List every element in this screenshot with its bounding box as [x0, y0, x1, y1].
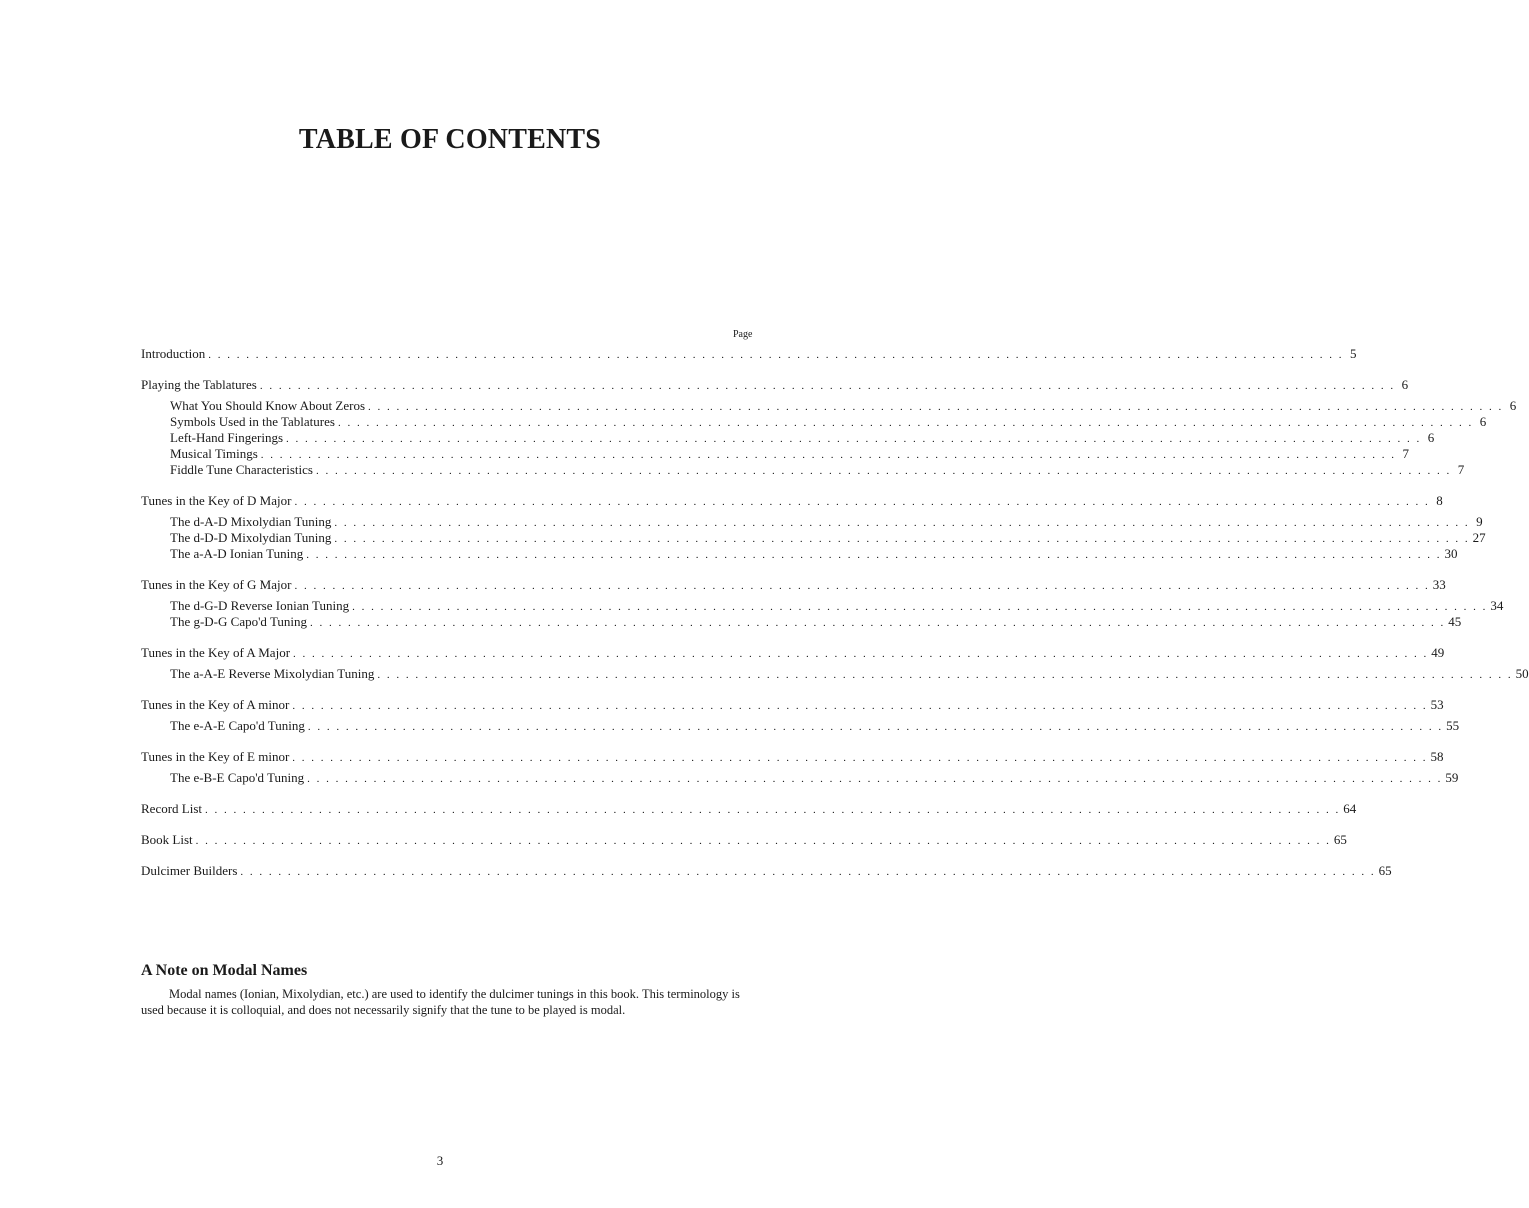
toc-section	[141, 801, 1357, 817]
dot-leader: . . . . . . . . . . . . . . . . . . . . . . . . . . . . . . . . . . . . . . . . . . . . . . . . . . . . . . . . . . . . . . . . . . . . . . . . . . . . . . . . . . . . . . . . . . . . . . . . . . . . . . . . . . . . . . . . . . . . . . . .	[307, 721, 1444, 733]
dot-leader: . . . . . . . . . . . . . . . . . . . . . . . . . . . . . . . . . . . . . . . . . . . . . . . . . . . . . . . . . . . . . . . . . . . . . . . . . . . . . . . . . . . . . . . . . . . . . . . . . . . . . . . . . . . . . . . . . . . . . . . .	[294, 496, 1430, 508]
toc-entry-page: 9	[1476, 514, 1483, 529]
toc-entry	[141, 863, 1392, 879]
toc-entry-page: 6	[1509, 398, 1517, 413]
toc-entry-label: Tunes in the Key of D Major	[141, 493, 292, 508]
toc-entry	[141, 832, 1347, 848]
dot-leader: . . . . . . . . . . . . . . . . . . . . . . . . . . . . . . . . . . . . . . . . . . . . . . . . . . . . . . . . . . . . . . . . . . . . . . . . . . . . . . . . . . . . . . . . . . . . . . . . . . . . . . . . . . . . . . . . . . . . . . . .	[292, 700, 1428, 712]
toc-entry-page: 8	[1436, 493, 1443, 508]
toc-subentry	[141, 614, 1462, 630]
toc-entry-label: Fiddle Tune Characteristics	[170, 462, 313, 477]
dot-leader: . . . . . . . . . . . . . . . . . . . . . . . . . . . . . . . . . . . . . . . . . . . . . . . . . . . . . . . . . . . . . . . . . . . . . . . . . . . . . . . . . . . . . . . . . . . . . . . . . . . . . . . . . . . . . . . . . . . . . . . .	[334, 533, 1470, 545]
toc-entry-page: 45	[1448, 614, 1462, 629]
toc-subentry	[141, 462, 1465, 478]
toc-section	[141, 697, 1460, 734]
toc-entry-label: Playing the Tablatures	[141, 377, 257, 392]
toc-entry	[141, 645, 1445, 661]
dot-leader: . . . . . . . . . . . . . . . . . . . . . . . . . . . . . . . . . . . . . . . . . . . . . . . . . . . . . . . . . . . . . . . . . . . . . . . . . . . . . . . . . . . . . . . . . . . . . . . . . . . . . . . . . . . . . . . . . . . . . . . .	[240, 866, 1376, 878]
toc-entry	[141, 697, 1444, 713]
toc-section	[141, 749, 1459, 786]
dot-leader: . . . . . . . . . . . . . . . . . . . . . . . . . . . . . . . . . . . . . . . . . . . . . . . . . . . . . . . . . . . . . . . . . . . . . . . . . . . . . . . . . . . . . . . . . . . . . . . . . . . . . . . . . . . . . . . . . . . . . . . .	[307, 773, 1443, 785]
toc-entry-page: 64	[1343, 801, 1357, 816]
dot-leader: . . . . . . . . . . . . . . . . . . . . . . . . . . . . . . . . . . . . . . . . . . . . . . . . . . . . . . . . . . . . . . . . . . . . . . . . . . . . . . . . . . . . . . . . . . . . . . . . . . . . . . . . . . . . . . . . . . . . . . . .	[316, 465, 1452, 477]
toc-subentry	[141, 398, 1517, 414]
toc-entry-label: Introduction	[141, 346, 206, 361]
toc-entry	[141, 346, 1357, 362]
toc-entry-label: Tunes in the Key of A Major	[141, 645, 291, 660]
page-column-header: Page	[733, 329, 753, 340]
dot-leader: . . . . . . . . . . . . . . . . . . . . . . . . . . . . . . . . . . . . . . . . . . . . . . . . . . . . . . . . . . . . . . . . . . . . . . . . . . . . . . . . . . . . . . . . . . . . . . . . . . . . . . . . . . . . . . . . . . . . . . . .	[310, 617, 1446, 629]
toc-section	[141, 493, 1486, 562]
table-of-contents	[141, 346, 1529, 894]
toc-entry-label: The e-B-E Capo'd Tuning	[170, 770, 305, 785]
toc-entry-label: Left-Hand Fingerings	[170, 430, 284, 445]
toc-entry-label: Musical Timings	[170, 446, 258, 461]
note-body: Modal names (Ionian, Mixolydian, etc.) are used to identify the dulcimer tunings in this book. This terminology is used because it is colloquial, and does not necessarily signify that the tune to be played is modal.	[141, 987, 740, 1017]
toc-subentry	[141, 430, 1435, 446]
dot-leader: . . . . . . . . . . . . . . . . . . . . . . . . . . . . . . . . . . . . . . . . . . . . . . . . . . . . . . . . . . . . . . . . . . . . . . . . . . . . . . . . . . . . . . . . . . . . . . . . . . . . . . . . . . . . . . . . . . . . . . . .	[260, 449, 1397, 461]
toc-entry-label: Tunes in the Key of G Major	[141, 577, 292, 592]
dot-leader: . . . . . . . . . . . . . . . . . . . . . . . . . . . . . . . . . . . . . . . . . . . . . . . . . . . . . . . . . . . . . . . . . . . . . . . . . . . . . . . . . . . . . . . . . . . . . . . . . . . . . . . . . . . . . . . . . . . . . . . .	[205, 804, 1341, 816]
toc-entry-label: Record List	[141, 801, 203, 816]
toc-subentry	[141, 718, 1460, 734]
toc-section	[141, 645, 1529, 682]
dot-leader: . . . . . . . . . . . . . . . . . . . . . . . . . . . . . . . . . . . . . . . . . . . . . . . . . . . . . . . . . . . . . . . . . . . . . . . . . . . . . . . . . . . . . . . . . . . . . . . . . . . . . . . . . . . . . . . . . . . . . . . .	[293, 648, 1429, 660]
dot-leader: . . . . . . . . . . . . . . . . . . . . . . . . . . . . . . . . . . . . . . . . . . . . . . . . . . . . . . . . . . . . . . . . . . . . . . . . . . . . . . . . . . . . . . . . . . . . . . . . . . . . . . . . . . . . . . . . . . . . . . . .	[334, 517, 1470, 529]
dot-leader: . . . . . . . . . . . . . . . . . . . . . . . . . . . . . . . . . . . . . . . . . . . . . . . . . . . . . . . . . . . . . . . . . . . . . . . . . . . . . . . . . . . . . . . . . . . . . . . . . . . . . . . . . . . . . . . . . . . . . . . .	[306, 549, 1442, 561]
dot-leader: . . . . . . . . . . . . . . . . . . . . . . . . . . . . . . . . . . . . . . . . . . . . . . . . . . . . . . . . . . . . . . . . . . . . . . . . . . . . . . . . . . . . . . . . . . . . . . . . . . . . . . . . . . . . . . . . . . . . . . . .	[286, 433, 1422, 445]
toc-section	[141, 577, 1504, 630]
toc-entry-label: Tunes in the Key of A minor	[141, 697, 290, 712]
toc-section	[141, 832, 1347, 848]
toc-entry-page: 34	[1490, 598, 1504, 613]
toc-entry-page: 50	[1515, 666, 1529, 681]
toc-subentry	[141, 666, 1529, 682]
toc-entry-label: The a-A-E Reverse Mixolydian Tuning	[170, 666, 375, 681]
toc-entry-page: 49	[1431, 645, 1445, 660]
toc-entry-label: Tunes in the Key of E minor	[141, 749, 290, 764]
toc-entry-label: Symbols Used in the Tablatures	[170, 414, 335, 429]
toc-subentry	[141, 514, 1483, 530]
toc-entry-page: 30	[1444, 546, 1458, 561]
toc-entry-page: 58	[1430, 749, 1444, 764]
dot-leader: . . . . . . . . . . . . . . . . . . . . . . . . . . . . . . . . . . . . . . . . . . . . . . . . . . . . . . . . . . . . . . . . . . . . . . . . . . . . . . . . . . . . . . . . . . . . . . . . . . . . . . . . . . . . . . . . . . . . . . . .	[208, 349, 1344, 361]
toc-entry	[141, 493, 1443, 509]
toc-entry-page: 59	[1445, 770, 1459, 785]
toc-entry-label: The g-D-G Capo'd Tuning	[170, 614, 308, 629]
toc-entry-page: 6	[1427, 430, 1435, 445]
note-heading: A Note on Modal Names	[141, 962, 308, 979]
dot-leader: . . . . . . . . . . . . . . . . . . . . . . . . . . . . . . . . . . . . . . . . . . . . . . . . . . . . . . . . . . . . . . . . . . . . . . . . . . . . . . . . . . . . . . . . . . . . . . . . . . . . . . . . . . . . . . . . . . . . . . . .	[259, 380, 1396, 392]
toc-subentry	[141, 546, 1458, 562]
toc-entry-page: 65	[1333, 832, 1347, 847]
toc-subentry	[141, 530, 1486, 546]
toc-entry-page: 6	[1479, 414, 1487, 429]
toc-entry-label: The a-A-D Ionian Tuning	[170, 546, 304, 561]
toc-subentry	[141, 446, 1410, 462]
toc-entry	[141, 801, 1357, 817]
dot-leader: . . . . . . . . . . . . . . . . . . . . . . . . . . . . . . . . . . . . . . . . . . . . . . . . . . . . . . . . . . . . . . . . . . . . . . . . . . . . . . . . . . . . . . . . . . . . . . . . . . . . . . . . . . . . . . . . . . . . . . . .	[195, 835, 1331, 847]
dot-leader: . . . . . . . . . . . . . . . . . . . . . . . . . . . . . . . . . . . . . . . . . . . . . . . . . . . . . . . . . . . . . . . . . . . . . . . . . . . . . . . . . . . . . . . . . . . . . . . . . . . . . . . . . . . . . . . . . . . . . . . .	[368, 401, 1504, 413]
toc-entry-page: 65	[1378, 863, 1392, 878]
toc-entry-label: The d-D-D Mixolydian Tuning	[170, 530, 332, 545]
toc-entry-page: 27	[1472, 530, 1486, 545]
toc-section	[141, 863, 1392, 879]
page-number: 3	[436, 1153, 444, 1168]
toc-entry-page: 5	[1350, 346, 1357, 361]
toc-entry-page: 6	[1401, 377, 1409, 392]
toc-entry-label: Book List	[141, 832, 193, 847]
toc-entry-page: 7	[1402, 446, 1410, 461]
toc-entry	[141, 377, 1409, 393]
toc-subentry	[141, 770, 1459, 786]
toc-subentry	[141, 598, 1504, 614]
toc-entry-label: The e-A-E Capo'd Tuning	[170, 718, 305, 733]
toc-subentry	[141, 414, 1487, 430]
toc-entry-label: The d-G-D Reverse Ionian Tuning	[170, 598, 350, 613]
dot-leader: . . . . . . . . . . . . . . . . . . . . . . . . . . . . . . . . . . . . . . . . . . . . . . . . . . . . . . . . . . . . . . . . . . . . . . . . . . . . . . . . . . . . . . . . . . . . . . . . . . . . . . . . . . . . . . . . . . . . . . . .	[377, 669, 1513, 681]
toc-entry-label: The d-A-D Mixolydian Tuning	[170, 514, 332, 529]
toc-entry-label: Dulcimer Builders	[141, 863, 238, 878]
toc-entry	[141, 577, 1446, 593]
dot-leader: . . . . . . . . . . . . . . . . . . . . . . . . . . . . . . . . . . . . . . . . . . . . . . . . . . . . . . . . . . . . . . . . . . . . . . . . . . . . . . . . . . . . . . . . . . . . . . . . . . . . . . . . . . . . . . . . . . . . . . . .	[292, 752, 1428, 764]
dot-leader: . . . . . . . . . . . . . . . . . . . . . . . . . . . . . . . . . . . . . . . . . . . . . . . . . . . . . . . . . . . . . . . . . . . . . . . . . . . . . . . . . . . . . . . . . . . . . . . . . . . . . . . . . . . . . . . . . . . . . . . .	[337, 417, 1474, 429]
page-title: TABLE OF CONTENTS	[298, 124, 602, 155]
dot-leader: . . . . . . . . . . . . . . . . . . . . . . . . . . . . . . . . . . . . . . . . . . . . . . . . . . . . . . . . . . . . . . . . . . . . . . . . . . . . . . . . . . . . . . . . . . . . . . . . . . . . . . . . . . . . . . . . . . . . . . . .	[294, 580, 1430, 592]
toc-entry-page: 7	[1457, 462, 1465, 477]
toc-entry-page: 53	[1430, 697, 1444, 712]
toc-entry-page: 33	[1432, 577, 1446, 592]
dot-leader: . . . . . . . . . . . . . . . . . . . . . . . . . . . . . . . . . . . . . . . . . . . . . . . . . . . . . . . . . . . . . . . . . . . . . . . . . . . . . . . . . . . . . . . . . . . . . . . . . . . . . . . . . . . . . . . . . . . . . . . .	[352, 601, 1488, 613]
toc-section	[141, 346, 1357, 362]
toc-section	[141, 377, 1517, 478]
toc-entry-page: 55	[1446, 718, 1460, 733]
toc-entry-label: What You Should Know About Zeros	[170, 398, 366, 413]
toc-entry	[141, 749, 1444, 765]
